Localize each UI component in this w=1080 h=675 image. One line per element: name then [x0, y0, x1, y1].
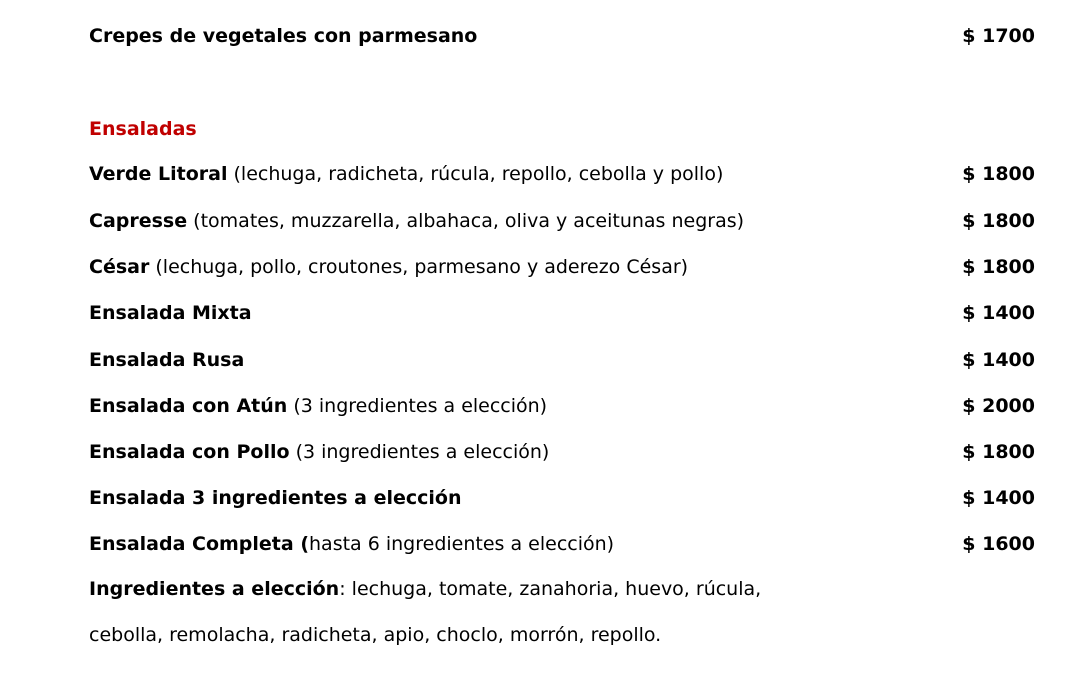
item-name: Ensalada Mixta	[89, 302, 252, 324]
section-title-ensaladas: Ensaladas	[89, 118, 197, 140]
menu-item	[89, 301, 252, 325]
menu-item	[89, 255, 688, 279]
menu-item	[89, 440, 549, 464]
ingredients-label: Ingredientes a elección	[89, 578, 340, 600]
item-name: César	[89, 256, 150, 278]
item-price: $ 1800	[962, 163, 1035, 185]
item-price: $ 1600	[962, 533, 1035, 555]
menu-item	[89, 162, 723, 186]
item-price: $ 1800	[962, 441, 1035, 463]
menu-item	[89, 348, 244, 372]
item-name: Ensalada Rusa	[89, 349, 245, 371]
item-name: Ensalada con Atún	[89, 395, 288, 417]
ingredients-line-1	[89, 577, 761, 601]
item-description: (tomates, muzzarella, albahaca, oliva y aceitunas negras)	[187, 210, 745, 232]
item-name: Ensalada 3 ingredientes a elección	[89, 487, 462, 509]
item-price: $ 1400	[962, 487, 1035, 509]
item-description: (lechuga, radicheta, rúcula, repollo, cebolla y pollo)	[227, 163, 724, 185]
item-price: $ 1400	[962, 349, 1035, 371]
item-price: $ 1400	[962, 302, 1035, 324]
item-price: $ 1800	[962, 210, 1035, 232]
item-price: $ 2000	[962, 395, 1035, 417]
item-description: (3 ingredientes a elección)	[289, 441, 550, 463]
item-name: Verde Litoral	[89, 163, 228, 185]
item-name: Ensalada con Pollo	[89, 441, 290, 463]
item-crepes-vegetales	[89, 24, 477, 48]
item-name: Crepes de vegetales con parmesano	[89, 25, 478, 47]
item-price: $ 1700	[962, 25, 1035, 47]
item-name: Capresse	[89, 210, 188, 232]
ingredients-line-2: cebolla, remolacha, radicheta, apio, choclo, morrón, repollo.	[89, 624, 662, 646]
menu-item	[89, 532, 614, 556]
item-description: (3 ingredientes a elección)	[287, 395, 548, 417]
menu-item	[89, 486, 462, 510]
item-name: Ensalada Completa (	[89, 533, 310, 555]
item-description: hasta 6 ingredientes a elección)	[309, 533, 615, 555]
item-price: $ 1800	[962, 256, 1035, 278]
item-description: (lechuga, pollo, croutones, parmesano y aderezo César)	[149, 256, 689, 278]
menu-item	[89, 394, 547, 418]
ingredients-list: : lechuga, tomate, zanahoria, huevo, rúcula,	[339, 578, 762, 600]
menu-item	[89, 209, 744, 233]
